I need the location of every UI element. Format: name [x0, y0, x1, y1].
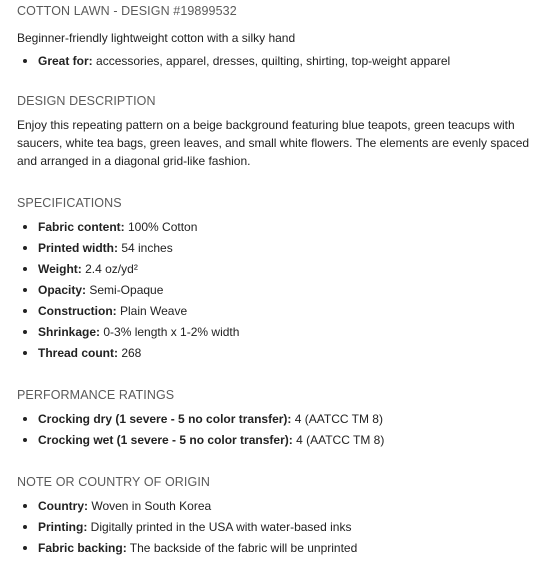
- bullet-icon: [23, 246, 27, 250]
- bullet-icon: [23, 309, 27, 313]
- origin-value: Woven in South Korea: [88, 499, 212, 513]
- spec-item: [17, 240, 535, 261]
- rating-item: [17, 432, 535, 453]
- origin-item: [17, 519, 535, 540]
- origin-list: [17, 498, 535, 561]
- spec-label: Weight:: [38, 262, 82, 276]
- section-heading-description: DESIGN DESCRIPTION: [17, 94, 156, 108]
- spec-item: [17, 345, 535, 366]
- specifications-section: [17, 195, 535, 366]
- bullet-icon: [23, 267, 27, 271]
- bullet-icon: [23, 351, 27, 355]
- bullet-icon: [23, 59, 27, 63]
- bullet-icon: [23, 330, 27, 334]
- spec-value: 100% Cotton: [124, 220, 198, 234]
- rating-label: Crocking dry (1 severe - 5 no color transfer):: [38, 412, 292, 426]
- spec-value: 0-3% length x 1-2% width: [100, 325, 240, 339]
- performance-ratings-section: [17, 387, 535, 453]
- bullet-icon: [23, 525, 27, 529]
- spec-item: [17, 324, 535, 345]
- great-for-value: accessories, apparel, dresses, quilting, shirting, top-weight apparel: [92, 54, 451, 68]
- bullet-icon: [23, 438, 27, 442]
- product-title: COTTON LAWN - DESIGN #19899532: [17, 4, 237, 18]
- origin-item: [17, 498, 535, 519]
- origin-value: The backside of the fabric will be unprinted: [126, 541, 358, 555]
- rating-value: 4 (AATCC TM 8): [292, 433, 385, 447]
- origin-label: Country:: [38, 499, 88, 513]
- performance-list: [17, 411, 535, 453]
- product-overview: [17, 3, 535, 74]
- spec-item: [17, 261, 535, 282]
- spec-value: 2.4 oz/yd²: [81, 262, 138, 276]
- bullet-icon: [23, 288, 27, 292]
- specifications-list: [17, 219, 535, 366]
- section-heading-specifications: SPECIFICATIONS: [17, 196, 122, 210]
- great-for-item: [17, 53, 535, 74]
- rating-label: Crocking wet (1 severe - 5 no color transfer):: [38, 433, 293, 447]
- spec-label: Opacity:: [38, 283, 87, 297]
- origin-value: Digitally printed in the USA with water-based inks: [87, 520, 352, 534]
- spec-value: 268: [118, 346, 142, 360]
- rating-value: 4 (AATCC TM 8): [291, 412, 383, 426]
- description-text: Enjoy this repeating pattern on a beige background featuring blue teapots, green teacups with saucers, white tea bags, green leaves, and small white flowers. The elements are evenly spaced and arranged in a diagonal grid-like fashion.: [17, 118, 530, 168]
- product-tagline: Beginner-friendly lightweight cotton with a silky hand: [17, 31, 296, 45]
- great-for-label: Great for:: [38, 54, 93, 68]
- spec-label: Fabric content:: [38, 220, 125, 234]
- design-description-section: [17, 93, 535, 170]
- bullet-icon: [23, 225, 27, 229]
- spec-item: [17, 219, 535, 240]
- bullet-icon: [23, 546, 27, 550]
- spec-label: Thread count:: [38, 346, 118, 360]
- section-heading-performance: PERFORMANCE RATINGS: [17, 388, 175, 402]
- origin-section: [17, 474, 535, 561]
- great-for-list: [17, 53, 535, 74]
- origin-label: Printing:: [38, 520, 88, 534]
- bullet-icon: [23, 417, 27, 421]
- spec-item: [17, 303, 535, 324]
- spec-label: Printed width:: [38, 241, 118, 255]
- spec-value: Semi-Opaque: [86, 283, 164, 297]
- section-heading-origin: NOTE OR COUNTRY OF ORIGIN: [17, 475, 211, 489]
- spec-label: Construction:: [38, 304, 117, 318]
- origin-item: [17, 540, 535, 561]
- origin-label: Fabric backing:: [38, 541, 127, 555]
- bullet-icon: [23, 504, 27, 508]
- spec-label: Shrinkage:: [38, 325, 101, 339]
- spec-value: Plain Weave: [116, 304, 188, 318]
- spec-item: [17, 282, 535, 303]
- spec-value: 54 inches: [118, 241, 173, 255]
- rating-item: [17, 411, 535, 432]
